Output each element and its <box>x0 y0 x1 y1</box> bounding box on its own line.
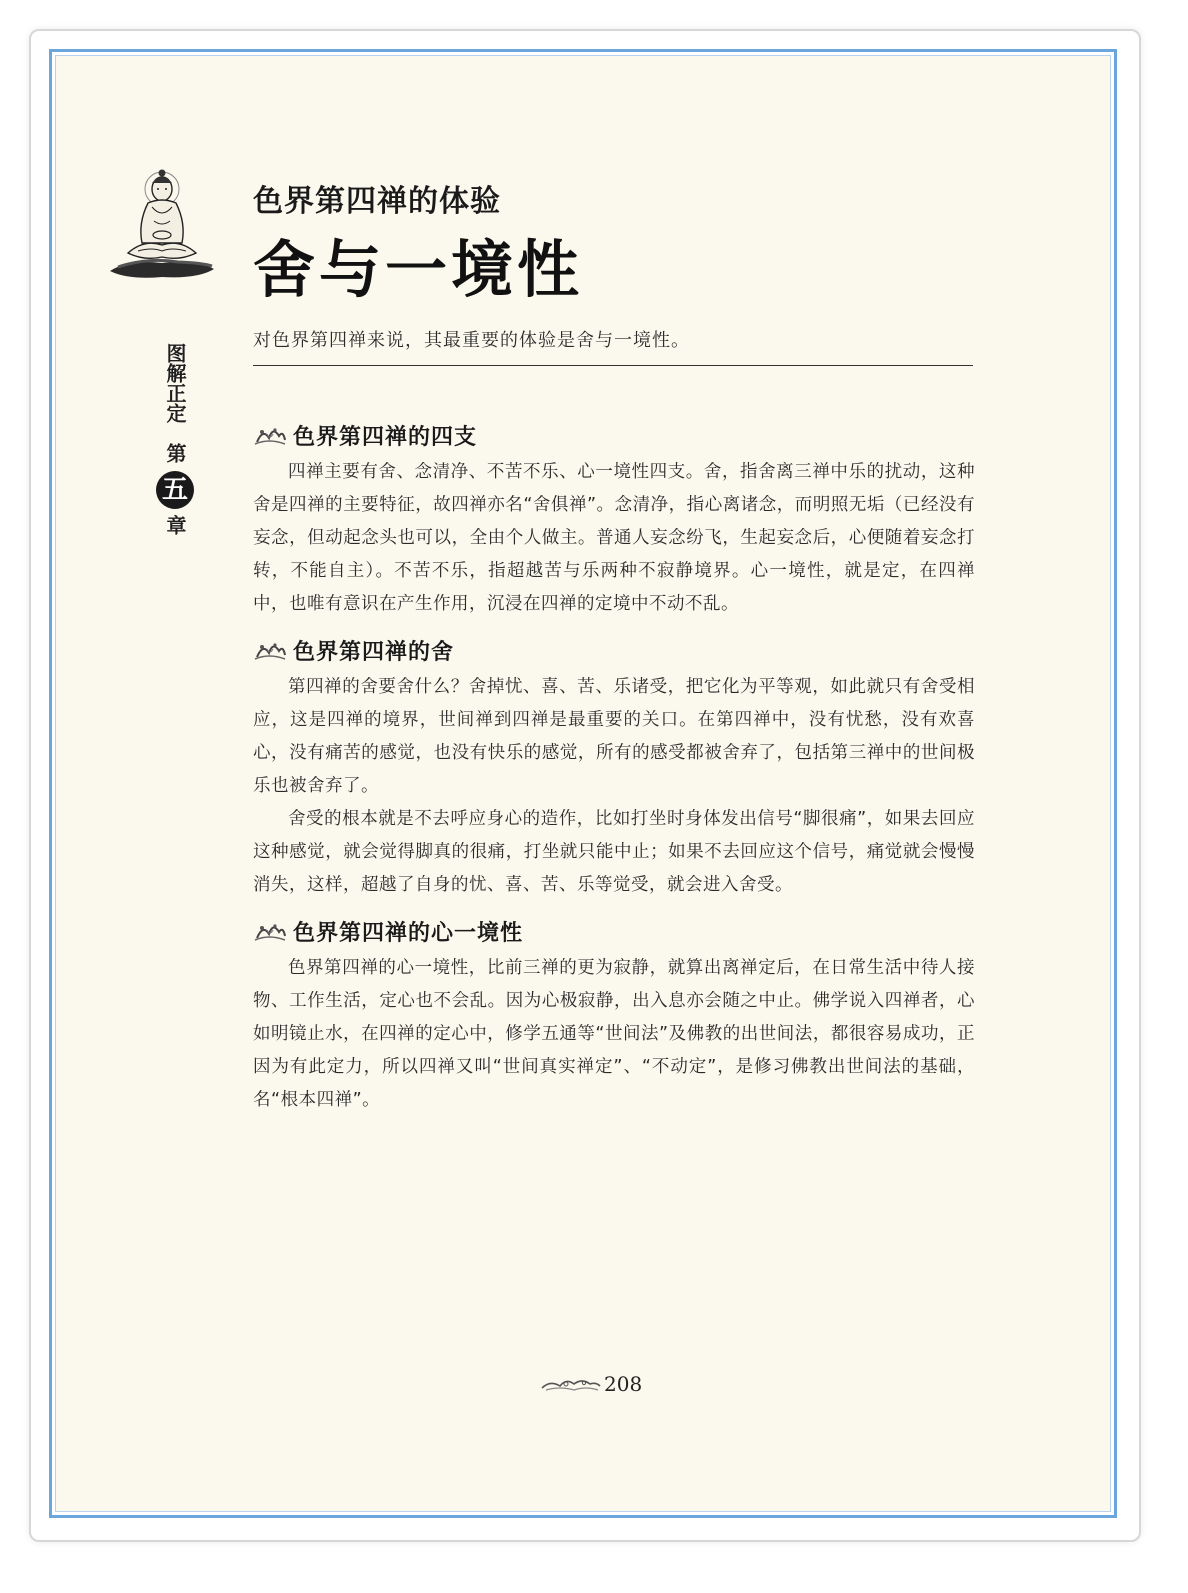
lead-divider <box>253 365 973 366</box>
section-heading <box>253 633 975 667</box>
paragraph: 第四禅的舍要舍什么？舍掉忧、喜、苦、乐诸受，把它化为平等观，如此就只有舍受相应，这是四禅的境界，世间禅到四禅是最重要的关口。在第四禅中，没有忧愁，没有欢喜心，没有痛苦的感觉，也没有快乐的感觉，所有的感受都被舍弃了，包括第三禅中的世间极乐也被舍弃了。 <box>253 677 975 796</box>
section-heading-text: 色界第四禅的四支 <box>293 423 478 450</box>
lotus-icon <box>253 637 287 663</box>
chapter-subtitle: 色界第四禅的体验 <box>253 184 501 219</box>
lead-text: 对色界第四禅来说，其最重要的体验是舍与一境性。 <box>253 330 690 351</box>
paragraph: 舍受的根本就是不去呼应身心的造作，比如打坐时身体发出信号“脚很痛”，如果去回应这种感觉，就会觉得脚真的很痛，打坐就只能中止；如果不去回应这个信号，痛觉就会慢慢消失，这样，超越了自身的忧、喜、苦、乐等觉受，就会进入舍受。 <box>253 809 975 895</box>
page-number: 208 <box>604 1372 643 1396</box>
chapter-prefix: 第 <box>163 443 187 463</box>
paragraph: 四禅主要有舍、念清净、不苦不乐、心一境性四支。舍，指舍离三禅中乐的扰动，这种舍是四禅的主要特征，故四禅亦名“舍俱禅”。念清净，指心离诸念，而明照无垢（已经没有妄念，但动起念头也可以，全由个人做主。普通人妄念纷飞，生起妄念后，心便随着妄念打转，不能自主）。不苦不乐，指超越苦与乐两种不寂静境界。心一境性，就是定，在四禅中，也唯有意识在产生作用，沉浸在四禅的定境中不动不乱。 <box>253 462 975 614</box>
buddha-illustration-icon <box>108 163 216 281</box>
book-title: 图解正定 <box>163 343 187 423</box>
section-heading-text: 色界第四禅的舍 <box>293 638 455 665</box>
section-body <box>253 952 975 1117</box>
section-body <box>253 671 975 902</box>
section-heading <box>253 418 975 452</box>
section-heading-text: 色界第四禅的心一境性 <box>293 919 524 946</box>
section-one-pointedness <box>253 914 975 1117</box>
cloud-ornament-icon <box>540 1372 602 1396</box>
chapter-suffix: 章 <box>163 515 187 535</box>
section-heading <box>253 914 975 948</box>
chapter-number-badge: 五 <box>156 471 194 509</box>
lotus-icon <box>253 422 287 448</box>
main-content <box>253 418 975 1117</box>
section-body <box>253 456 975 621</box>
section-equanimity <box>253 633 975 902</box>
page-title: 舍与一境性 <box>253 233 584 306</box>
lotus-icon <box>253 918 287 944</box>
paragraph: 色界第四禅的心一境性，比前三禅的更为寂静，就算出离禅定后，在日常生活中待人接物、工作生活，定心也不会乱。因为心极寂静，出入息亦会随之中止。佛学说入四禅者，心如明镜止水，在四禅的定心中，修学五通等“世间法”及佛教的出世间法，都很容易成功，正因为有此定力，所以四禅又叫“世间真实禅定”、“不动定”，是修习佛教出世间法的基础，名“根本四禅”。 <box>253 958 975 1110</box>
section-four-factors <box>253 418 975 621</box>
chapter-sidebar <box>155 343 195 535</box>
page-footer <box>540 1372 642 1396</box>
